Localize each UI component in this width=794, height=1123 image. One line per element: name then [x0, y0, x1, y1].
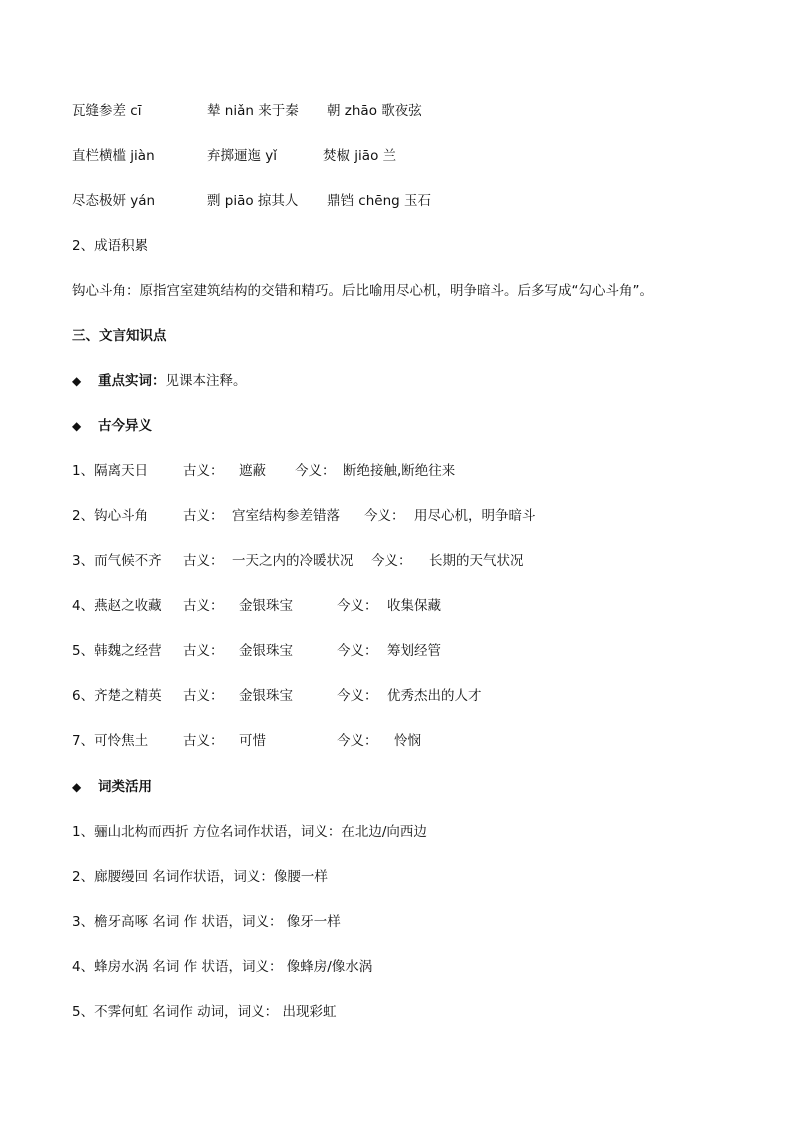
- gujin-ancient-meaning: 可惜: [239, 733, 266, 749]
- cilei-row: 1、骊山北构而西折 方位名词作状语，词义：在北边/向西边: [72, 824, 427, 840]
- gujin-modern-label: 今义：: [295, 463, 336, 479]
- idiom-paragraph: 钩心斗角：原指宫室建筑结构的交错和精巧。后比喻用尽心机，明争暗斗。后多写成“勾心斗角”。: [72, 283, 653, 299]
- diamond-bullet-icon: ◆: [72, 780, 82, 794]
- gujin-term: 6、齐楚之精英: [72, 688, 162, 704]
- gujin-modern-label: 今义：: [364, 508, 405, 524]
- gujin-modern-meaning: 断绝接触,断绝往来: [343, 463, 456, 479]
- pinyin-item: 尽态极妍 yán: [72, 193, 156, 209]
- gujin-modern-meaning: 筹划经管: [387, 643, 441, 659]
- bullet-label: 古今异义: [98, 418, 152, 434]
- gujin-ancient-meaning: 一天之内的冷暖状况: [232, 553, 354, 569]
- gujin-term: 2、钩心斗角: [72, 508, 149, 524]
- gujin-modern-meaning: 收集保藏: [387, 598, 441, 614]
- gujin-modern-meaning: 长期的天气状况: [429, 553, 524, 569]
- bullet-text: 见课本注释。: [165, 373, 247, 389]
- pinyin-item: 辇 niǎn 来于秦: [207, 103, 299, 119]
- pinyin-item: 瓦缝参差 cī: [72, 103, 142, 119]
- bullet-gujin: [72, 416, 152, 436]
- bullet-shici: [72, 371, 247, 391]
- pinyin-item: 剽 piāo 掠其人: [207, 193, 299, 209]
- gujin-modern-label: 今义：: [337, 643, 378, 659]
- gujin-ancient-label: 古义：: [183, 553, 224, 569]
- diamond-bullet-icon: ◆: [72, 374, 82, 388]
- cilei-row: 3、檐牙高啄 名词 作 状语，词义： 像牙一样: [72, 914, 341, 930]
- section-2-title: 2、成语积累: [72, 238, 149, 254]
- gujin-ancient-label: 古义：: [183, 598, 224, 614]
- gujin-term: 4、燕赵之收藏: [72, 598, 162, 614]
- gujin-ancient-meaning: 金银珠宝: [239, 598, 293, 614]
- diamond-bullet-icon: ◆: [72, 419, 82, 433]
- gujin-ancient-meaning: 遮蔽: [239, 463, 266, 479]
- gujin-ancient-label: 古义：: [183, 688, 224, 704]
- gujin-ancient-meaning: 金银珠宝: [239, 643, 293, 659]
- gujin-term: 7、可怜焦土: [72, 733, 149, 749]
- pinyin-item: 鼎铛 chēng 玉石: [327, 193, 431, 209]
- gujin-modern-label: 今义：: [337, 688, 378, 704]
- gujin-modern-meaning: 怜悯: [394, 733, 421, 749]
- gujin-ancient-label: 古义：: [183, 463, 224, 479]
- gujin-ancient-label: 古义：: [183, 733, 224, 749]
- cilei-row: 4、蜂房水涡 名词 作 状语，词义： 像蜂房/像水涡: [72, 959, 373, 975]
- pinyin-item: 直栏横槛 jiàn: [72, 148, 155, 164]
- gujin-term: 3、而气候不齐: [72, 553, 162, 569]
- bullet-cilei: [72, 777, 152, 797]
- bullet-label: 重点实词：: [98, 373, 166, 389]
- gujin-term: 1、隔离天日: [72, 463, 149, 479]
- section-3-title: 三、文言知识点: [72, 328, 167, 344]
- cilei-row: 2、廊腰缦回 名词作状语，词义：像腰一样: [72, 869, 328, 885]
- pinyin-item: 弃掷逦迤 yǐ: [207, 148, 278, 164]
- bullet-label: 词类活用: [98, 779, 152, 795]
- pinyin-item: 朝 zhāo 歌夜弦: [327, 103, 422, 119]
- gujin-term: 5、韩魏之经营: [72, 643, 162, 659]
- gujin-ancient-meaning: 宫室结构参差错落: [232, 508, 340, 524]
- gujin-ancient-label: 古义：: [183, 643, 224, 659]
- gujin-modern-meaning: 优秀杰出的人才: [387, 688, 482, 704]
- gujin-modern-label: 今义：: [337, 733, 378, 749]
- gujin-modern-label: 今义：: [337, 598, 378, 614]
- gujin-modern-label: 今义：: [371, 553, 412, 569]
- pinyin-item: 焚椒 jiāo 兰: [323, 148, 397, 164]
- gujin-ancient-meaning: 金银珠宝: [239, 688, 293, 704]
- gujin-ancient-label: 古义：: [183, 508, 224, 524]
- cilei-row: 5、不霁何虹 名词作 动词，词义： 出现彩虹: [72, 1004, 337, 1020]
- gujin-modern-meaning: 用尽心机，明争暗斗: [414, 508, 536, 524]
